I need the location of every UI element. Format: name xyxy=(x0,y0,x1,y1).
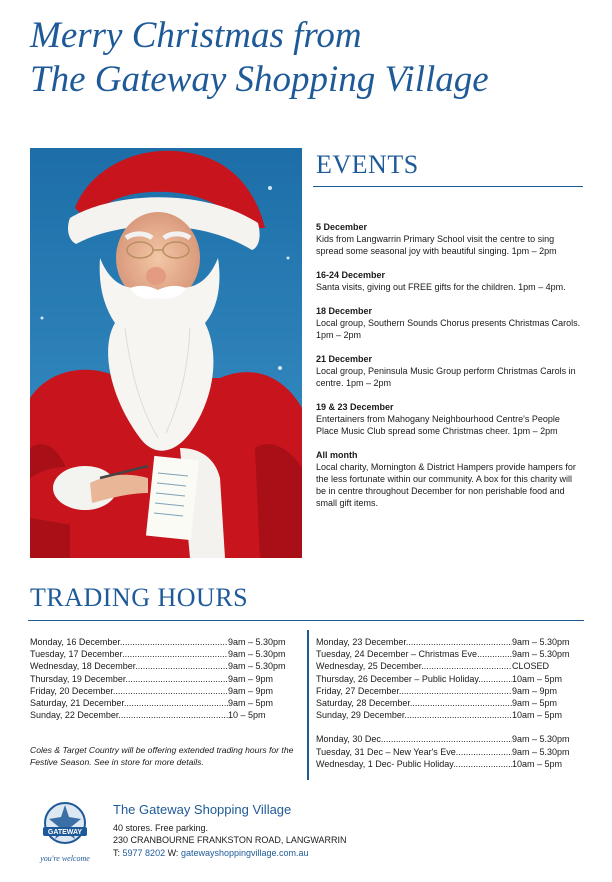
extended-hours-note: Coles & Target Country will be offering extended trading hours for the Festive Season. See in store for more details. xyxy=(30,745,294,767)
events-heading: EVENTS xyxy=(316,150,419,179)
footer-contact-line xyxy=(113,847,347,860)
hours-row xyxy=(316,746,578,758)
hours-time: 9am – 5.30pm xyxy=(512,649,570,660)
event-description: Local charity, Mornington & District Hampers provide hampers for the less fortunate within our community. A box for this charity will be in centre throughout December for non perishable food and small gift items. xyxy=(316,462,576,508)
hours-day: Monday, 23 December ..... xyxy=(316,636,512,648)
svg-text:you're welcome: you're welcome xyxy=(40,854,90,863)
hours-row xyxy=(316,673,578,685)
hours-column-divider xyxy=(307,630,309,780)
event-description: Santa visits, giving out FREE gifts for the children. 1pm – 4pm. xyxy=(316,282,566,292)
footer-stores: 40 stores. Free parking. xyxy=(113,822,209,833)
website-link[interactable]: gatewayshoppingvillage.com.au xyxy=(180,847,309,858)
hours-day: Wednesday, 25 December ..... xyxy=(316,660,512,672)
title-line-2: The Gateway Shopping Village xyxy=(30,59,489,100)
phone-label: T: xyxy=(113,847,121,858)
hours-time: 10 – 5pm xyxy=(228,710,266,721)
footer-centre-name: The Gateway Shopping Village xyxy=(113,802,292,817)
hours-time: 9am – 5.30pm xyxy=(512,637,570,647)
event-item xyxy=(316,401,581,437)
hours-time: 9am – 5.30pm xyxy=(228,649,286,660)
hours-day: Tuesday, 24 December – Christmas Eve ..... xyxy=(316,648,512,660)
hours-row xyxy=(316,758,578,770)
event-description: Entertainers from Mahogany Neighbourhood Centre's People Place Music Club spread some Christmas cheer. 1pm – 2pm xyxy=(316,414,560,436)
hours-time: CLOSED xyxy=(512,661,550,672)
event-date: 18 December xyxy=(316,306,373,316)
hours-row xyxy=(316,636,578,648)
event-item xyxy=(316,449,581,509)
hours-row xyxy=(30,648,292,660)
phone-number[interactable]: 5977 8202 xyxy=(122,847,166,858)
hours-row xyxy=(316,697,578,709)
hours-time: 10am – 5pm xyxy=(512,758,563,769)
hours-time: 9am – 5.30pm xyxy=(512,734,570,745)
hours-day: Sunday, 29 December ..... xyxy=(316,709,512,721)
hours-time: 9am – 5pm xyxy=(512,698,558,709)
hours-row xyxy=(30,697,292,709)
hours-time: 9am – 5.30pm xyxy=(228,637,286,647)
hours-time: 10am – 5pm xyxy=(512,673,563,684)
hours-time: 9am – 5.30pm xyxy=(512,746,570,757)
event-item xyxy=(316,221,581,257)
hours-time: 9am – 9pm xyxy=(228,685,274,696)
title-line-1: Merry Christmas from xyxy=(30,15,362,56)
hours-day: Thursday, 26 December – Public Holiday ..... xyxy=(316,673,512,685)
hours-time: 9am – 5.30pm xyxy=(228,661,286,672)
event-date: 21 December xyxy=(316,354,373,364)
hours-row xyxy=(30,673,292,685)
svg-text:GATEWAY: GATEWAY xyxy=(47,829,83,836)
event-item xyxy=(316,305,581,341)
hours-day: Monday, 16 December ..... xyxy=(30,636,228,648)
hours-row xyxy=(316,709,578,721)
gateway-logo xyxy=(29,797,101,869)
footer-contact xyxy=(113,804,347,859)
hours-day: Tuesday, 31 Dec – New Year's Eve ..... xyxy=(316,746,512,758)
event-description: Local group, Southern Sounds Chorus presents Christmas Carols. 1pm – 2pm xyxy=(316,318,581,340)
hours-day: Tuesday, 17 December ..... xyxy=(30,648,228,660)
event-date: 16-24 December xyxy=(316,270,386,280)
hours-row xyxy=(316,648,578,660)
hours-row xyxy=(316,733,578,745)
hours-day: Wednesday, 1 Dec- Public Holiday ..... xyxy=(316,758,512,770)
page-title xyxy=(30,14,489,102)
trading-hours-right-column xyxy=(316,636,578,770)
hours-row xyxy=(30,660,292,672)
santa-photo xyxy=(30,148,302,558)
hours-day: Saturday, 21 December ..... xyxy=(30,697,228,709)
footer-address: 230 CRANBOURNE FRANKSTON ROAD, LANGWARRIN xyxy=(113,835,347,845)
event-description: Kids from Langwarrin Primary School visit the centre to sing spread some seasonal joy with beautiful singing. 1pm – 2pm xyxy=(316,234,557,256)
events-list xyxy=(316,221,581,521)
event-item xyxy=(316,353,581,389)
hours-day: Wednesday, 18 December ..... xyxy=(30,660,228,672)
event-date: All month xyxy=(316,450,358,460)
hours-day: Saturday, 28 December ..... xyxy=(316,697,512,709)
hours-day: Monday, 30 Dec ..... xyxy=(316,733,512,745)
hours-time: 9am – 5pm xyxy=(228,698,274,709)
trading-hours-divider xyxy=(28,620,584,621)
event-date: 19 & 23 December xyxy=(316,402,394,412)
hours-time: 10am – 5pm xyxy=(512,710,563,721)
event-item xyxy=(316,269,581,293)
events-divider xyxy=(313,186,583,187)
hours-time: 9am – 9pm xyxy=(228,673,274,684)
hours-day: Thursday, 19 December ..... xyxy=(30,673,228,685)
hours-day: Sunday, 22 December ..... xyxy=(30,709,228,721)
trading-hours-left-column xyxy=(30,636,292,721)
hours-day: Friday, 20 December ..... xyxy=(30,685,228,697)
hours-row xyxy=(30,709,292,721)
hours-row xyxy=(316,660,578,672)
hours-row xyxy=(30,685,292,697)
trading-hours-heading: TRADING HOURS xyxy=(30,583,249,612)
hours-time: 9am – 9pm xyxy=(512,685,558,696)
web-label: W: xyxy=(167,847,179,858)
hours-row xyxy=(30,636,292,648)
event-description: Local group, Peninsula Music Group perform Christmas Carols in centre. 1pm – 2pm xyxy=(316,366,576,388)
event-date: 5 December xyxy=(316,222,368,232)
hours-row xyxy=(316,685,578,697)
hours-day: Friday, 27 December ..... xyxy=(316,685,512,697)
